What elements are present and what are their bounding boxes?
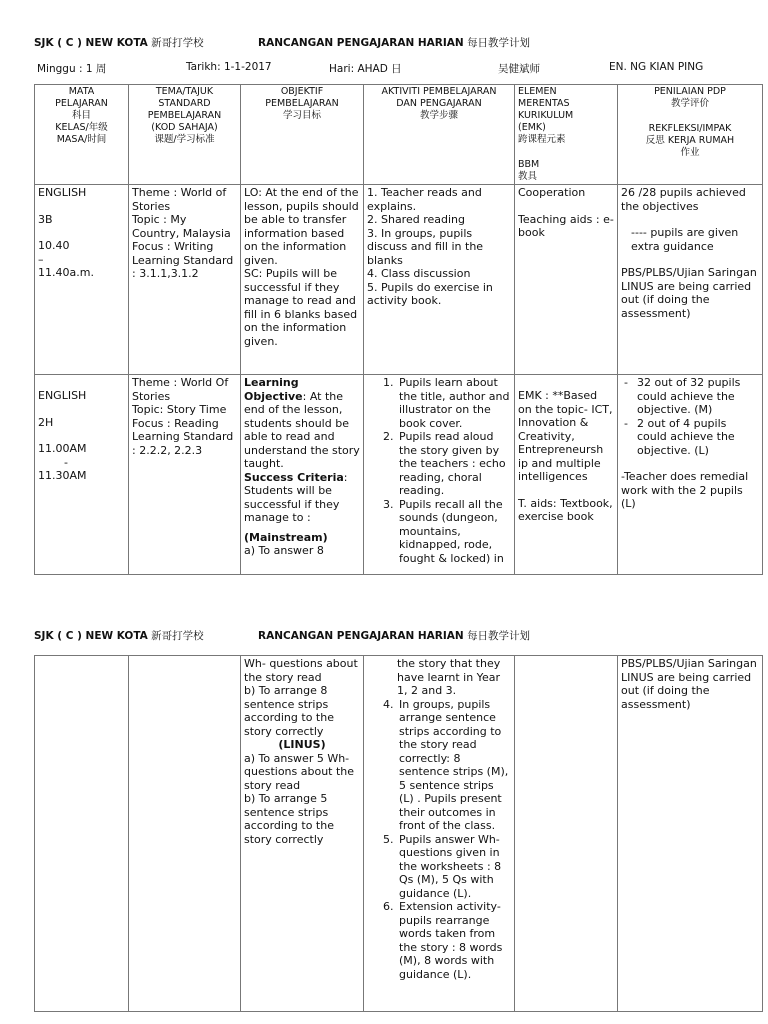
col-header-objective: OBJEKTIF PEMBELAJARAN 学习目标	[241, 85, 364, 185]
plan-title-cn: 每日教学计划	[467, 37, 531, 49]
emk-cell	[515, 656, 618, 1012]
school-header	[34, 35, 204, 50]
col-header-activities: AKTIVITI PEMBELAJARAN DAN PENGAJARAN 教学步骤	[364, 85, 515, 185]
date-label: Tarikh: 1-1-2017	[186, 61, 272, 73]
teacher-label: EN. NG KIAN PING	[609, 61, 704, 73]
emk-cell: EMK : **Based on the topic- ICT, Innovation & Creativity, Entrepreneursh ip and multiple intelligences T. aids: Textbook, exercise book	[515, 375, 618, 575]
assessment-cell: 26 /28 pupils achieved the objectives ---- pupils are given extra guidance PBS/PLBS/Ujian Saringan LINUS are being carried out (if doing the assessment)	[618, 185, 763, 375]
col-header-emk: ELEMEN MERENTAS KURIKULUM (EMK) 跨课程元素 BBM 教具	[515, 85, 618, 185]
col-header-theme: TEMA/TAJUK STANDARD PEMBELAJARAN (KOD SAHAJA) 课题/学习标准	[129, 85, 241, 185]
theme-cell	[129, 656, 241, 1012]
assessment-cell: - 32 out of 32 pupils could achieve the objective. (M) - 2 out of 4 pupils could achieve the objective. (L) -Teacher does remedial work with the 2 pupils (L)	[618, 375, 763, 575]
activities-cell: 1. Pupils learn about the title, author and illustrator on the book cover. 2. Pupils read aloud the story given by the teachers : echo reading, choral reading. 3. Pupils recall all the sounds (dungeon, mountains, kidnapped, rode, fought & locked) in	[364, 375, 515, 575]
week-label: Minggu : 1 周	[37, 63, 107, 75]
table-row	[35, 185, 763, 375]
day-label: Hari: AHAD 日	[329, 63, 402, 75]
lesson-plan-table-continued	[34, 655, 763, 1012]
objective-cell: LO: At the end of the lesson, pupils should be able to transfer information based on the information given. SC: Pupils will be successful if they manage to read and fill in 6 blanks based on the information given.	[241, 185, 364, 375]
school-name-cn: 新哥打学校	[151, 630, 204, 642]
table-row	[35, 375, 763, 575]
table-header-row	[35, 85, 763, 185]
objective-cell: Wh- questions about the story read b) To arrange 8 sentence strips according to the story correctly (LINUS) a) To answer 5 Wh- questions about the story read b) To arrange 5 sentence strips according to the story correctly	[241, 656, 364, 1012]
lesson-plan-table	[34, 84, 763, 575]
col-header-assessment: PENILAIAN PDP 教学评价 REKFLEKSI/IMPAK 反思 KERJA RUMAH 作业	[618, 85, 763, 185]
plan-title-cn: 每日教学计划	[467, 630, 531, 642]
activities-cell: the story that they have learnt in Year 1, 2 and 3. 4. In groups, pupils arrange sentence strips according to the story read correctly: 8 sentence strips (M), 5 sentence strips (L) . Pupils present their outcomes in front of the class. 5. Pupils answer Wh- questions given in the worksheets : 8 Qs (M), 5 Qs with guidance (L). 6. Extension activity- pupils rearrange words taken from the story : 8 words (M), 8 words with guidance (L).	[364, 656, 515, 1012]
activities-cell: 1. Teacher reads and explains. 2. Shared reading 3. In groups, pupils discuss and fill in the blanks 4. Class discussion 5. Pupils do exercise in activity book.	[364, 185, 515, 375]
objective-cell: Learning Objective: At the end of the lesson, students should be able to read and understand the story taught. Success Criteria: Students will be successful if they manage to : (Mainstream) a) To answer 8	[241, 375, 364, 575]
school-header-page2	[34, 628, 204, 643]
plan-title-text: RANCANGAN PENGAJARAN HARIAN	[258, 37, 464, 49]
assessment-cell: PBS/PLBS/Ujian Saringan LINUS are being carried out (if doing the assessment)	[618, 656, 763, 1012]
subject-cell: ENGLISH 2H 11.00AM - 11.30AM	[35, 375, 129, 575]
school-name: SJK ( C ) NEW KOTA	[34, 37, 148, 49]
school-name: SJK ( C ) NEW KOTA	[34, 630, 148, 642]
school-name-cn: 新哥打学校	[151, 37, 204, 49]
plan-title-page2	[258, 628, 530, 643]
plan-title-text: RANCANGAN PENGAJARAN HARIAN	[258, 630, 464, 642]
theme-cell: Theme : World Of Stories Topic: Story Time Focus : Reading Learning Standard : 2.2.2, 2.2.3	[129, 375, 241, 575]
subject-cell	[35, 656, 129, 1012]
teacher-cn-label: 吴健斌师	[498, 63, 540, 75]
emk-cell: Cooperation Teaching aids : e- book	[515, 185, 618, 375]
col-header-subject: MATA PELAJARAN 科目 KELAS/年级 MASA/时间	[35, 85, 129, 185]
theme-cell: Theme : World of Stories Topic : My Country, Malaysia Focus : Writing Learning Standard : 3.1.1,3.1.2	[129, 185, 241, 375]
subject-cell: ENGLISH 3B 10.40 – 11.40a.m.	[35, 185, 129, 375]
table-row	[35, 656, 763, 1012]
plan-title	[258, 35, 530, 50]
